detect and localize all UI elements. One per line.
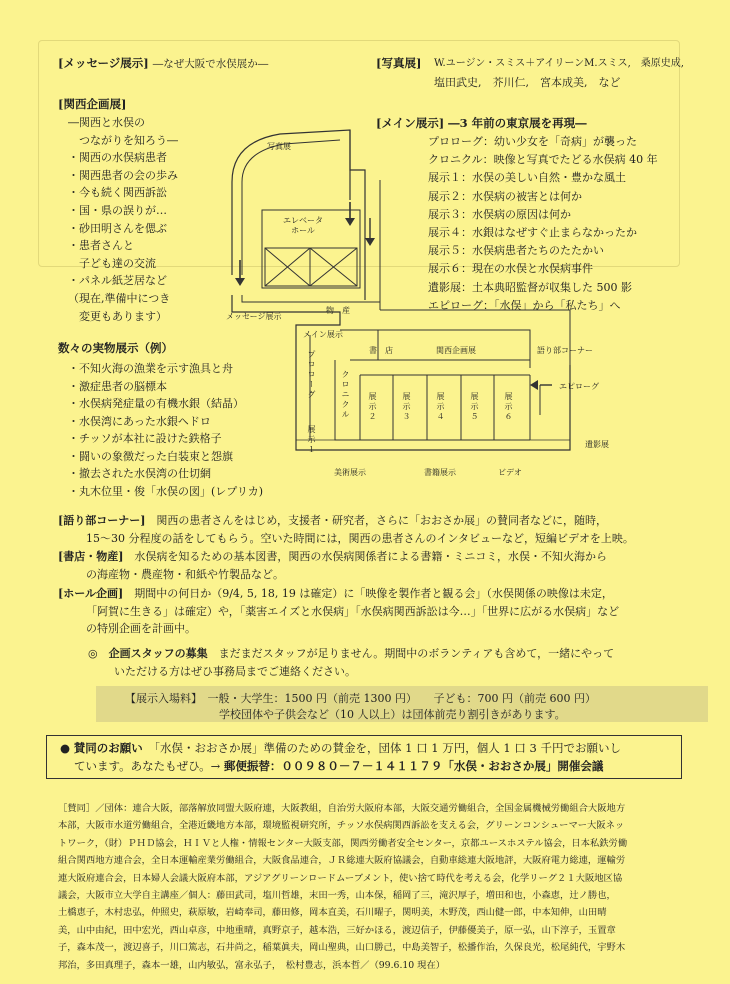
kansai-line: ・今も続く関西訴訟 bbox=[68, 186, 167, 200]
floor-bookstore: 書 店 bbox=[369, 346, 393, 355]
shop-heading: [書店・物産] bbox=[58, 550, 124, 563]
staff-block bbox=[88, 645, 614, 680]
artifacts-heading: 数々の実物展示（例） bbox=[58, 341, 173, 355]
message-exhibit-title: [メッセージ展示] bbox=[58, 56, 149, 70]
floor-chronicle: クロニクル bbox=[341, 370, 350, 420]
storyteller-heading: [語り部コーナー] bbox=[58, 514, 146, 527]
message-exhibit-heading bbox=[58, 55, 268, 71]
floor-epilogue: エピローグ bbox=[559, 382, 599, 391]
floor-message-exhibit: メッセージ展示 bbox=[226, 312, 282, 321]
photo-exhibit-line2: 塩田武史, 芥川仁, 宮本成美, など bbox=[434, 76, 621, 89]
supporters-line: 本部，大阪市水道労働組合，全港近畿地方本部，環境監視研究所，チッソ水俣病関西訴訟を支える会，グリーンコンシューマー大阪ネッ bbox=[58, 820, 625, 832]
main-exhibit-title: [メイン展示] bbox=[376, 116, 445, 130]
hall-text3: の特別企画を計画中。 bbox=[86, 622, 196, 636]
floor-video: ビデオ bbox=[498, 468, 522, 477]
postal-transfer: 郵便振替：００９８０－７－１４１１７９「水俣・おおさか展」開催会議 bbox=[223, 759, 604, 773]
floor-ex4: 展示４ bbox=[436, 392, 445, 422]
bullet-icon: ● bbox=[60, 741, 71, 755]
kansai-line: ・関西患者の会の歩み bbox=[68, 168, 178, 182]
admission-line1 bbox=[125, 690, 596, 708]
artifact-item: ・闘いの象徴だった白装束と怨旗 bbox=[68, 449, 233, 463]
floor-storyteller: 語り部コーナー bbox=[537, 346, 593, 355]
floor-goods: 物 産 bbox=[326, 306, 350, 315]
supporters-line: 子，森本茂一，渡辺喜子，川口篤志，石井尚之，稲葉眞夫，岡山聖典，山口勝己，中島美智子，松播作治，久保良光，松尾純代，宇野木 bbox=[58, 942, 626, 954]
artifact-item: ・不知火海の漁業を示す漁具と舟 bbox=[68, 362, 233, 375]
kansai-line: （現在,準備中につき bbox=[68, 291, 171, 305]
floor-photo-exhibit: 写真展 bbox=[267, 142, 291, 151]
floor-main-exhibit: メイン展示 bbox=[303, 330, 343, 339]
kansai-line: ・パネル紙芝居など bbox=[68, 274, 167, 288]
main-item: 展示２：水俣病の被害とは何か bbox=[428, 189, 582, 203]
main-item: 展示１：水俣の美しい自然・豊かな風土 bbox=[428, 171, 626, 185]
floor-ex5: 展示５ bbox=[470, 392, 479, 422]
photo-exhibit-line1: W.ユージン・スミス＋アイリーンM.スミス, 桑原史成, bbox=[434, 58, 684, 69]
staff-heading: ◎ 企画スタッフの募集 bbox=[88, 647, 208, 660]
supporters-line: トワーク，（財）ＰＨＤ協会，ＨＩＶと人権・情報センター大阪支部，関西労働者安全センター，京都ユースホステル協会，日本私鉄労働 bbox=[58, 837, 628, 849]
hall-text1: 期間中の何日か（9/4, 5, 18, 19 は確定）に「映像を製作者と観る会」（水俣関係の映像は未定， bbox=[134, 587, 613, 600]
main-item: クロニクル：映像と写真でたどる水俣病 40 年 bbox=[428, 153, 658, 167]
request-heading: 賛同のお願い bbox=[73, 741, 143, 755]
storyteller-text2: 15～30 分程度の話をしてもらう。空いた時間には，関西の患者さんのインタビューなど，短編ビデオを上映。 bbox=[86, 531, 634, 545]
main-exhibit-list bbox=[428, 133, 658, 315]
floor-ex3: 展示３ bbox=[402, 392, 411, 422]
main-exhibit-subtitle: ―3 年前の東京展を再現― bbox=[448, 116, 587, 130]
kansai-line: ・砂田明さんを偲ぶ bbox=[68, 221, 167, 235]
main-item: エピローグ：「水俣」から「私たち」へ bbox=[428, 298, 621, 312]
supporters-block bbox=[58, 800, 708, 974]
floor-art: 美術展示 bbox=[334, 468, 366, 477]
hall-heading: [ホール企画] bbox=[58, 587, 124, 600]
floor-ex2: 展示２ bbox=[368, 392, 377, 422]
supporters-line: 邦治，多田真理子，森本一雄，山内敏弘，富永弘子， 松村豊志，浜本哲／（99.6.10 現在） bbox=[58, 959, 446, 971]
message-exhibit-subtitle: ―なぜ大阪で水俣展か― bbox=[152, 58, 269, 70]
main-exhibit-heading bbox=[376, 115, 587, 131]
artifact-item: ・丸木位里・俊「水俣の図」(レプリカ) bbox=[68, 484, 264, 498]
shop-text1: 水俣病を知るための基本図書，関西の水俣病関係者による書籍・ミニコミ，水俣・不知火海から bbox=[134, 550, 607, 563]
artifact-item: ・水俣湾にあった水銀ヘドロ bbox=[68, 414, 211, 428]
floor-memorial: 遺影展 bbox=[585, 440, 609, 449]
kansai-line: 子ども達の交流 bbox=[68, 256, 156, 270]
staff-text2: いただける方はぜひ事務局までご連絡ください。 bbox=[114, 664, 356, 678]
storyteller-text1: 関西の患者さんをはじめ，支援者・研究者，さらに「おおさか展」の賛同者などに，随時， bbox=[156, 514, 607, 527]
request-line2 bbox=[74, 758, 603, 776]
main-item: 展示６：現在の水俣と水俣病事件 bbox=[428, 262, 593, 276]
shop-text2: の海産物・農産物・和紙や竹製品など。 bbox=[86, 567, 284, 581]
artifact-item: ・激症患者の脳標本 bbox=[68, 379, 167, 393]
kansai-line: ―関西と水俣の bbox=[68, 116, 145, 129]
kansai-line: ・国・県の誤りが… bbox=[68, 203, 167, 217]
admission-prices: 一般・大学生：1500 円（前売 1300 円） 子ども：700 円（前売 600 円） bbox=[207, 692, 596, 705]
supporters-line: ［賛同］／団体：連合大阪，部落解放同盟大阪府連，大阪教組，自治労大阪府本部，大阪交通労働組合，全国金属機械労働組合大阪地方 bbox=[58, 803, 626, 814]
artifacts-list bbox=[68, 360, 263, 500]
artifact-item: ・撤去された水俣湾の仕切網 bbox=[68, 467, 211, 480]
supporters-line: 連大阪府連合会，日本婦人会議大阪府本部，アジアグリーンロードムーブメント，使い捨て時代を考える会，化学リーグ２１大阪地区協 bbox=[58, 872, 623, 884]
floor-prologue: プロローグ bbox=[307, 350, 316, 400]
main-item: 展示４：水銀はなぜすぐ止まらなかったか bbox=[428, 226, 637, 240]
supporters-line: 議会，大阪市立大学自主講座／個人：藤田武司，塩川哲雄，末田一秀，山本保，稲岡了三，滝沢厚子，増田和也，小森恵，辻ノ勝也， bbox=[58, 890, 616, 902]
shop-block bbox=[58, 548, 607, 583]
kansai-line: 変更もあります） bbox=[68, 309, 167, 323]
main-item: 展示５：水俣病患者たちのたたかい bbox=[428, 244, 604, 258]
admission-line2: 学校団体や子供会など（10 人以上）は団体前売り割引きがあります。 bbox=[219, 708, 566, 721]
supporters-line: 土橋恵子，木村忠弘，仲照史，萩原敏，岩崎奉司，藤田修，岡本直美，石川曜子，関明美，木野茂，西山健一郎，中本知伸，山田晴 bbox=[58, 907, 607, 919]
artifact-item: ・チッソが本社に設けた鉄格子 bbox=[68, 432, 222, 445]
request-text2: ています。あなたもぜひ。→ bbox=[74, 759, 224, 773]
artifact-item: ・水俣病発症量の有機水銀（結晶） bbox=[68, 397, 244, 410]
photo-exhibit-heading: [写真展] bbox=[376, 56, 422, 70]
hall-text2: 「阿賀に生きる」は確定）や，「薬害エイズと水俣病」「水俣病関西訴訟は今…」「世界に広がる水俣病」など bbox=[86, 604, 620, 618]
floor-ex1: 展示１ bbox=[307, 425, 316, 455]
kansai-line: ・患者さんと bbox=[68, 239, 134, 253]
main-item: 遺影展：土本典昭監督が収集した 500 影 bbox=[428, 280, 632, 294]
main-item: プロローグ：幼い少女を「奇病」が襲った bbox=[428, 135, 637, 148]
floor-books: 書籍展示 bbox=[424, 468, 456, 477]
storyteller-block bbox=[58, 512, 698, 547]
staff-text1: まだまだスタッフが足りません。期間中のボランティアも含めて，一緒にやって bbox=[218, 647, 615, 660]
kansai-line: つながりを知ろう― bbox=[68, 133, 178, 147]
kansai-line: ・関西の水俣病患者 bbox=[68, 151, 167, 165]
kansai-exhibit-heading: [関西企画展] bbox=[58, 97, 127, 111]
floor-elevator-hall: エレベータ ホール bbox=[283, 216, 323, 235]
floor-ex6: 展示６ bbox=[504, 392, 513, 422]
floor-kansai: 関西企画展 bbox=[436, 346, 476, 355]
admission-label: 【展示入場料】 bbox=[125, 692, 197, 705]
kansai-exhibit-list bbox=[68, 114, 178, 325]
request-text1: 「水俣・おおさか展」準備のための賛金を，団体 1 口 1 万円，個人 1 口 3 千円でお願いし bbox=[154, 741, 621, 755]
request-line1 bbox=[60, 740, 621, 758]
hall-block bbox=[58, 585, 619, 638]
supporters-line: 組合関西地方連合会，全日本運輸産業労働組合，大阪食品連合，ＪＲ総連大阪府協議会，自動車総連大阪地評，大阪府電力総連，運輸労 bbox=[58, 855, 626, 867]
supporters-line: 美，山中由紀，田中宏光，西山卓彦，中地重晴，真野京子，越本浩，三好かほる，渡辺信子，伊藤優美子，原一弘，山下淳子，玉置章 bbox=[58, 924, 616, 936]
main-item: 展示３：水俣病の原因は何か bbox=[428, 207, 571, 221]
